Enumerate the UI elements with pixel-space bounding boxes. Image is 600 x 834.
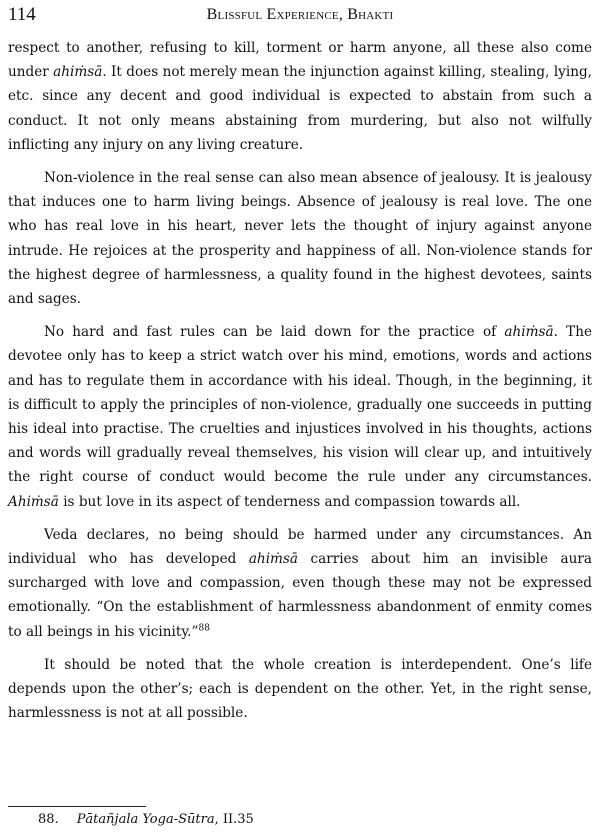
text-run: is but love in its aspect of tenderness and compassion towards all.	[58, 493, 521, 510]
text-run: . It does not merely mean the injunction against killing, stealing, lying, etc. since any decent and good individual is expected to abstain from such a conduct. It not only means abstaining from murdering, but also not wilfully inflicting any injury on any living creature.	[8, 64, 592, 153]
italic-term: ahiṁsā	[53, 64, 103, 81]
footnote-rule	[8, 806, 146, 807]
footnote-number: 88.	[38, 812, 59, 827]
text-run: Non-violence in the real sense can also mean absence of jealousy. It is jealousy that induces one to harm living beings. Absence of jealousy is real love. The one who has real love in his heart, never lets the thought of injury against anyone intrude. He rejoices at the prosperity and happiness of all. Non-violence stands for the highest degree of harmlessness, a quality found in the highest devotees, saints and sages.	[8, 170, 592, 308]
page-number: 114	[8, 4, 36, 25]
paragraph	[8, 36, 592, 157]
footnote-source-title: Pātañjala Yoga-Sūtra	[76, 812, 215, 827]
italic-term: ahiṁsā	[248, 551, 299, 568]
page-header	[8, 4, 592, 30]
paragraph	[8, 320, 592, 514]
paragraph	[8, 523, 592, 644]
text-run: carries about him an invisible aura surcharged with love and compassion, even though these may not be expressed emotionally. “On the establishment of harmlessness abandonment of enmity comes to all beings in his vicinity.”	[8, 551, 592, 640]
text-run: respect to another, refusing to kill, torment or harm anyone, all these also come under	[8, 40, 592, 81]
text-run: Veda declares, no being should be harmed under any circumstances. An individual who has developed	[8, 526, 592, 568]
text-run: It should be noted that the whole creation is interdependent. One’s life depends upon the other’s; each is dependent on the other. Yet, in the right sense, harmlessness is not at all possible.	[8, 656, 592, 722]
footnote	[38, 812, 254, 827]
body-text	[8, 36, 592, 725]
italic-term: ahiṁsā	[504, 324, 554, 341]
paragraph	[8, 166, 592, 311]
italic-term: Ahiṁsā	[8, 493, 59, 510]
running-head: Blissful Experience, Bhakti	[206, 6, 394, 23]
text-run: No hard and fast rules can be laid down for the practice of	[44, 324, 505, 341]
footnote-reference: , II.35	[214, 812, 254, 827]
footnote-marker: 88	[198, 623, 210, 634]
text-run: . The devotee only has to keep a strict watch over his mind, emotions, words and actions and has to regulate them in accordance with his ideal. Though, in the beginning, it is difficult to apply the principles of non-violence, gradually one succeeds in putting his ideal into practise. The cruelties and injustices involved in his thoughts, actions and words will gradually reveal themselves, his vision will clear up, and intuitively the right course of conduct would become the rule under any circumstances.	[8, 324, 592, 486]
paragraph	[8, 653, 592, 726]
